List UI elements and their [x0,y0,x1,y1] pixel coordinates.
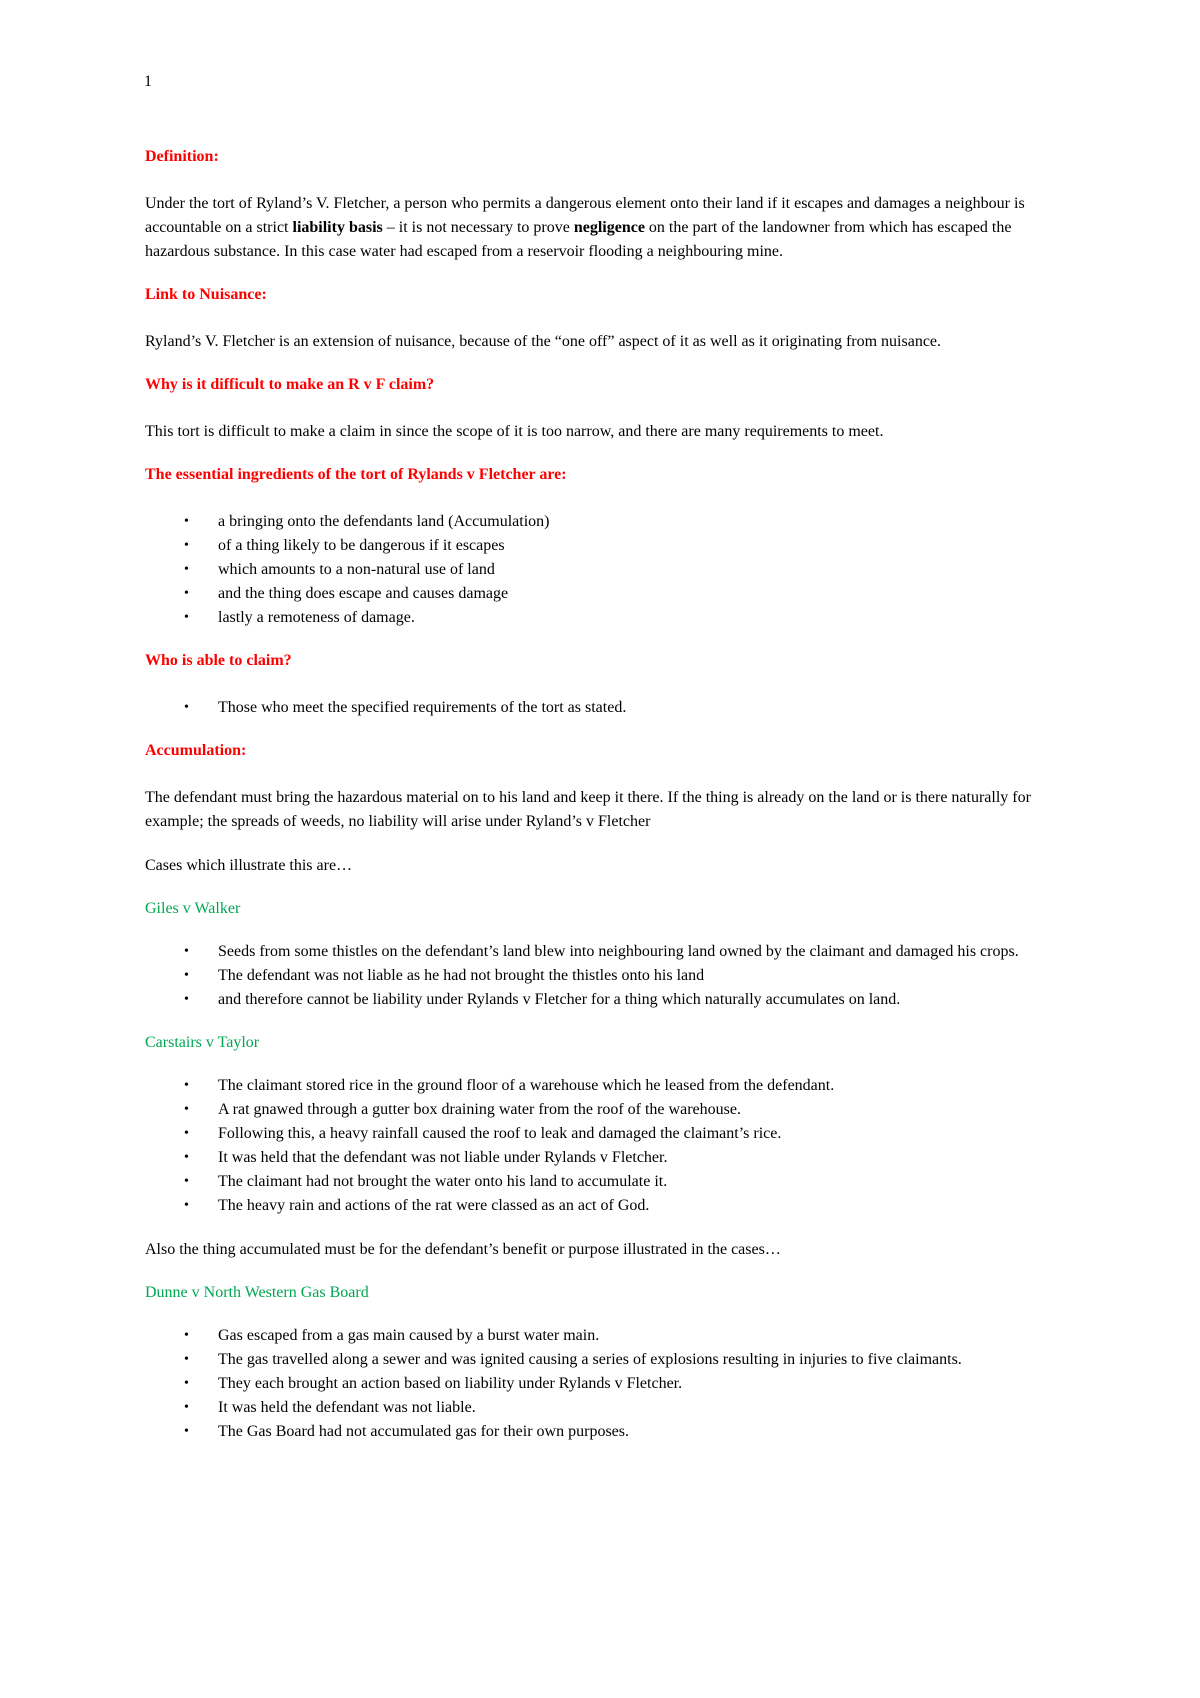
list-item-text: The Gas Board had not accumulated gas for their own purposes. [218,1423,629,1440]
bullet-icon: • [184,1352,189,1367]
bullet-icon: • [184,1174,189,1189]
bullet-icon: • [184,944,189,959]
list-item [145,582,1070,606]
bullet-icon: • [184,514,189,529]
bullet-icon: • [184,1198,189,1213]
list-item [145,1074,1070,1098]
list-item-text: a bringing onto the defendants land (Accumulation) [218,513,550,530]
bullet-icon: • [184,968,189,983]
bullet-icon: • [184,1102,189,1117]
list-item [145,1348,1070,1372]
case-list-carstairs [145,1074,1070,1218]
list-item [145,1420,1070,1444]
bullet-icon: • [184,700,189,715]
definition-paragraph [145,192,1070,264]
list-item [145,696,1070,720]
case-title-giles: Giles v Walker [145,900,241,917]
nuisance-paragraph: Ryland’s V. Fletcher is an extension of nuisance, because of the “one off” aspect of it as well as it originating from nuisance. [145,333,942,350]
list-item-text: of a thing likely to be dangerous if it escapes [218,537,505,554]
nuisance-heading: Link to Nuisance: [145,286,267,303]
definition-bold-liability: liability basis [292,219,383,236]
list-item [145,534,1070,558]
definition-text-2: – it is not necessary to prove [382,219,574,236]
list-item [145,1146,1070,1170]
bullet-icon: • [184,562,189,577]
accumulation-paragraph: The defendant must bring the hazardous material on to his land and keep it there. If the thing is already on the land or is there naturally for example; the spreads of weeds, no liability will arise under Ryland’s v Fletcher [145,789,1031,830]
list-item-text: The gas travelled along a sewer and was ignited causing a series of explosions resulting in injuries to five claimants. [218,1351,962,1368]
list-item [145,1396,1070,1420]
difficult-heading: Why is it difficult to make an R v F claim? [145,376,435,393]
bullet-icon: • [184,1376,189,1391]
difficult-paragraph: This tort is difficult to make a claim in since the scope of it is too narrow, and there are many requirements to meet. [145,423,884,440]
list-item [145,1098,1070,1122]
list-item-text: Those who meet the specified requirements of the tort as stated. [218,699,627,716]
list-item [145,1122,1070,1146]
list-item-text: and the thing does escape and causes damage [218,585,509,602]
list-item-text: It was held that the defendant was not liable under Rylands v Fletcher. [218,1149,668,1166]
bullet-icon: • [184,1126,189,1141]
list-item [145,988,1070,1012]
bullet-icon: • [184,1150,189,1165]
bullet-icon: • [184,1078,189,1093]
bullet-icon: • [184,1424,189,1439]
list-item-text: They each brought an action based on liability under Rylands v Fletcher. [218,1375,683,1392]
list-item-text: Seeds from some thistles on the defendant’s land blew into neighbouring land owned by the claimant and damaged his crops. [218,943,1019,960]
cases-intro: Cases which illustrate this are… [145,857,353,874]
list-item-text: The defendant was not liable as he had not brought the thistles onto his land [218,967,705,984]
bullet-icon: • [184,610,189,625]
document-body [145,146,1070,1464]
list-item [145,1372,1070,1396]
ingredients-list [145,510,1070,630]
list-item [145,964,1070,988]
list-item-text: Gas escaped from a gas main caused by a burst water main. [218,1327,600,1344]
case-list-giles [145,940,1070,1012]
list-item-text: The heavy rain and actions of the rat were classed as an act of God. [218,1197,650,1214]
list-item-text: and therefore cannot be liability under Rylands v Fletcher for a thing which naturally accumulates on land. [218,991,901,1008]
bullet-icon: • [184,1400,189,1415]
list-item [145,1170,1070,1194]
definition-text-3: on the part of the landowner from which has escaped the hazardous substance. In this case water had escaped from a reservoir flooding a neighbouring mine. [145,219,1012,260]
list-item-text: which amounts to a non-natural use of land [218,561,495,578]
page-number: 1 [144,73,152,90]
case-title-carstairs: Carstairs v Taylor [145,1034,260,1051]
list-item-text: The claimant had not brought the water onto his land to accumulate it. [218,1173,668,1190]
accumulation-heading: Accumulation: [145,742,247,759]
claim-heading: Who is able to claim? [145,652,292,669]
list-item [145,510,1070,534]
benefit-paragraph: Also the thing accumulated must be for the defendant’s benefit or purpose illustrated in the cases… [145,1241,781,1258]
list-item [145,940,1070,964]
bullet-icon: • [184,992,189,1007]
ingredients-heading: The essential ingredients of the tort of Rylands v Fletcher are: [145,466,567,483]
bullet-icon: • [184,538,189,553]
case-list-dunne [145,1324,1070,1444]
definition-text-1: Under the tort of Ryland’s V. Fletcher, a person who permits a dangerous element onto their land if it escapes and damages a neighbour is accountable on a strict [145,195,1025,236]
bullet-icon: • [184,1328,189,1343]
list-item-text: A rat gnawed through a gutter box draining water from the roof of the warehouse. [218,1101,741,1118]
list-item [145,1324,1070,1348]
list-item [145,606,1070,630]
list-item-text: It was held the defendant was not liable. [218,1399,476,1416]
claim-list [145,696,1070,720]
list-item [145,1194,1070,1218]
list-item [145,558,1070,582]
definition-heading: Definition: [145,148,219,165]
list-item-text: lastly a remoteness of damage. [218,609,415,626]
definition-bold-negligence: negligence [573,219,645,236]
case-title-dunne: Dunne v North Western Gas Board [145,1284,369,1301]
bullet-icon: • [184,586,189,601]
list-item-text: Following this, a heavy rainfall caused the roof to leak and damaged the claimant’s rice. [218,1125,782,1142]
list-item-text: The claimant stored rice in the ground floor of a warehouse which he leased from the defendant. [218,1077,835,1094]
